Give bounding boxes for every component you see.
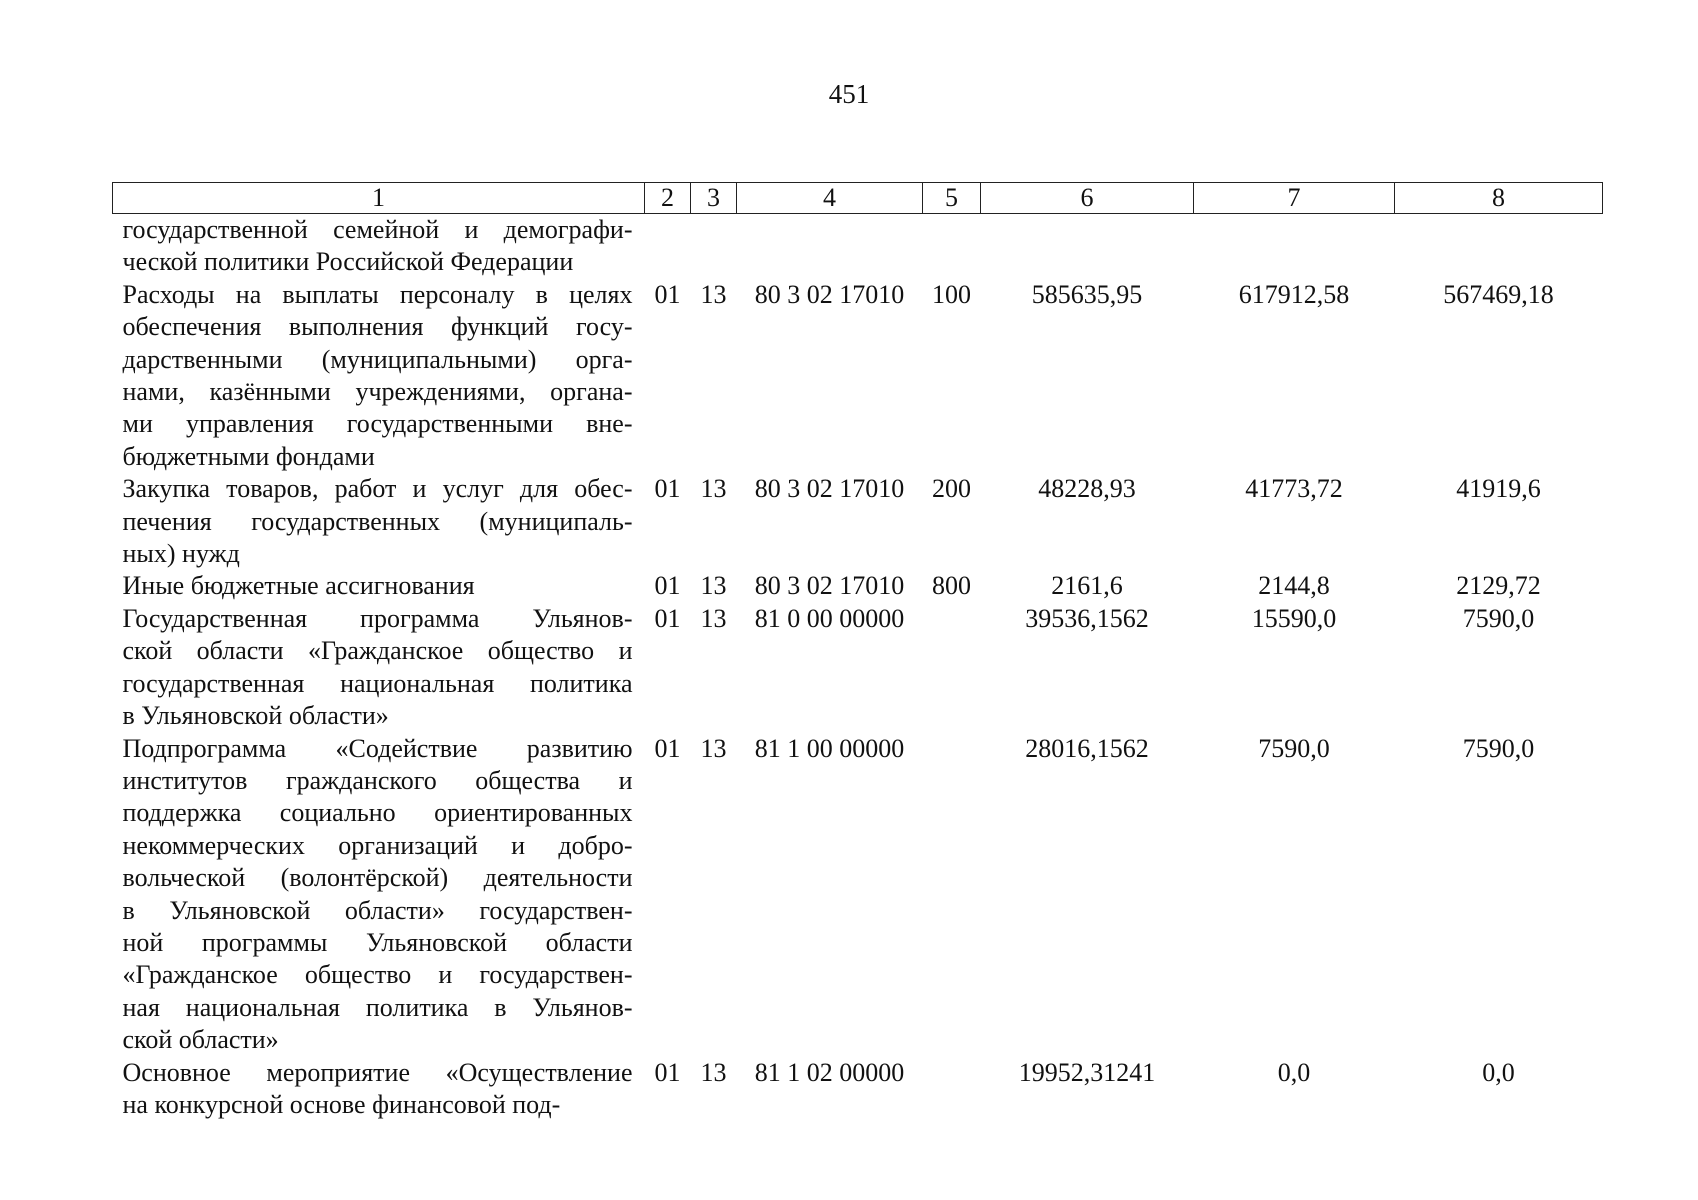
header-col-5: 5 <box>923 183 981 214</box>
amount-col-7 <box>1194 214 1395 279</box>
amount-col-7: 15590,0 <box>1251 603 1337 633</box>
row-name-line: Подпрограмма «Содействие развитию <box>122 733 633 763</box>
table-row <box>113 279 1603 473</box>
row-name-line: ных) нужд <box>122 539 240 569</box>
table-row <box>113 214 1603 279</box>
header-col-4: 4 <box>737 183 923 214</box>
row-name-line: государственной семейной и демографи- <box>122 215 633 244</box>
section-code: 01 <box>654 571 681 601</box>
row-name-line: ми управления государственными вне- <box>122 409 633 439</box>
table-row <box>113 473 1603 570</box>
subsection-code: 13 <box>700 571 727 601</box>
amount-col-7: 617912,58 <box>1238 279 1350 309</box>
subsection-code <box>691 214 737 279</box>
header-col-8: 8 <box>1395 183 1603 214</box>
subsection-code: 13 <box>700 474 727 504</box>
amount-col-8: 7590,0 <box>1462 603 1535 633</box>
target-article-code: 80 3 02 17010 <box>754 279 905 309</box>
row-name <box>113 214 645 279</box>
expense-type-code <box>923 733 981 1057</box>
row-name-line: Государственная программа Ульянов- <box>122 603 633 633</box>
section-code: 01 <box>654 279 681 309</box>
amount-col-7: 2144,8 <box>1258 571 1330 601</box>
row-name-line: некоммерческих организаций и добро- <box>122 830 633 860</box>
table-body <box>113 214 1603 1122</box>
row-name-line: дарственными (муниципальными) орга- <box>122 344 633 374</box>
row-name-line: нами, казёнными учреждениями, органа- <box>122 377 633 407</box>
amount-col-6: 39536,1562 <box>1025 603 1149 633</box>
header-col-1: 1 <box>113 183 645 214</box>
expense-type-code: 800 <box>932 571 971 601</box>
row-name-line: ной программы Ульяновской области <box>122 927 633 957</box>
amount-col-7: 41773,72 <box>1245 474 1343 504</box>
section-code: 01 <box>654 474 681 504</box>
row-name-line: Закупка товаров, работ и услуг для обес- <box>122 474 633 504</box>
row-name-line: ческой политики Российской Федерации <box>122 247 574 277</box>
amount-col-6: 585635,95 <box>1031 279 1143 309</box>
header-col-7: 7 <box>1194 183 1395 214</box>
subsection-code: 13 <box>700 603 727 633</box>
table-header <box>113 183 1603 214</box>
section-code: 01 <box>654 733 681 763</box>
amount-col-6: 2161,6 <box>1051 571 1123 601</box>
header-col-3: 3 <box>691 183 737 214</box>
subsection-code: 13 <box>700 279 727 309</box>
target-article-code: 81 0 00 00000 <box>754 603 905 633</box>
budget-table <box>112 182 1603 1121</box>
header-col-6: 6 <box>981 183 1194 214</box>
target-article-code: 80 3 02 17010 <box>754 571 905 601</box>
row-name-line: на конкурсной основе финансовой под- <box>122 1089 561 1119</box>
amount-col-6: 48228,93 <box>1038 474 1136 504</box>
page-number: 451 <box>828 79 870 109</box>
row-name-line: ской области» <box>122 1025 279 1055</box>
amount-col-7: 0,0 <box>1277 1057 1311 1087</box>
section-code: 01 <box>654 603 681 633</box>
table-row <box>113 570 1603 602</box>
row-name-line: печения государственных (муниципаль- <box>122 506 633 536</box>
row-name-line: «Гражданское общество и государствен- <box>122 960 633 990</box>
amount-col-8: 0,0 <box>1482 1057 1515 1087</box>
row-name-line: институтов гражданского общества и <box>122 765 633 795</box>
table-row <box>113 733 1603 1057</box>
subsection-code: 13 <box>700 1057 727 1087</box>
row-name-line: в Ульяновской области» государствен- <box>122 895 633 925</box>
amount-col-8 <box>1395 214 1603 279</box>
row-name <box>113 733 645 1057</box>
amount-col-8: 567469,18 <box>1443 279 1554 309</box>
subsection-code: 13 <box>700 733 727 763</box>
row-name-line: в Ульяновской области» <box>122 701 389 731</box>
row-name <box>113 570 645 602</box>
row-name-line: обеспечения выполнения функций госу- <box>122 312 633 342</box>
section-code: 01 <box>654 1057 681 1087</box>
table-row <box>113 603 1603 733</box>
row-name-line: Расходы на выплаты персоналу в целях <box>122 279 633 309</box>
row-name-line: вольческой (волонтёрской) деятельности <box>122 863 633 893</box>
expense-type-code <box>923 214 981 279</box>
target-article-code <box>737 214 923 279</box>
row-name <box>113 603 645 733</box>
expense-type-code <box>923 1057 981 1122</box>
row-name <box>113 473 645 570</box>
row-name-line: ской области «Гражданское общество и <box>122 636 633 666</box>
expense-type-code: 100 <box>932 279 971 309</box>
amount-col-8: 41919,6 <box>1456 474 1541 504</box>
row-name-line: Основное мероприятие «Осуществление <box>122 1057 633 1087</box>
row-name-line: бюджетными фондами <box>122 441 375 471</box>
row-name <box>113 279 645 473</box>
amount-col-6 <box>981 214 1194 279</box>
section-code <box>645 214 691 279</box>
target-article-code: 81 1 00 00000 <box>754 733 905 763</box>
expense-type-code <box>923 603 981 733</box>
row-name-line: Иные бюджетные ассигнования <box>122 571 475 601</box>
row-name-line: поддержка социально ориентированных <box>122 798 633 828</box>
amount-col-8: 2129,72 <box>1456 571 1541 601</box>
expense-type-code: 200 <box>932 474 971 504</box>
row-name <box>113 1057 645 1122</box>
amount-col-7: 7590,0 <box>1258 733 1330 763</box>
target-article-code: 81 1 02 00000 <box>754 1057 905 1087</box>
row-name-line: ная национальная политика в Ульянов- <box>122 992 633 1022</box>
table-row <box>113 1057 1603 1122</box>
row-name-line: государственная национальная политика <box>122 668 633 698</box>
amount-col-8: 7590,0 <box>1462 733 1535 763</box>
header-col-2: 2 <box>645 183 691 214</box>
amount-col-6: 19952,31241 <box>1018 1057 1156 1087</box>
target-article-code: 80 3 02 17010 <box>754 474 905 504</box>
amount-col-6: 28016,1562 <box>1025 733 1149 763</box>
header-row <box>113 183 1603 214</box>
